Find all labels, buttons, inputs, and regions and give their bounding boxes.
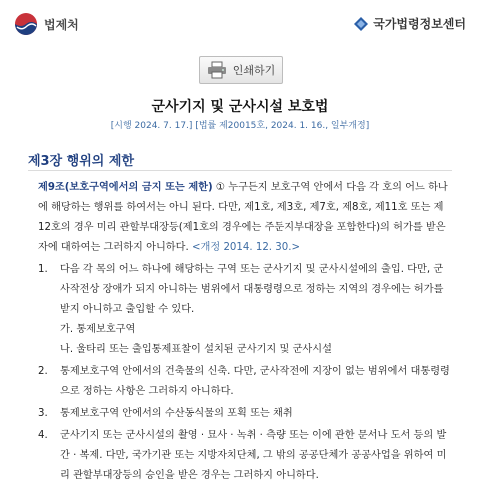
printer-icon (207, 61, 227, 79)
law-title: 군사기지 및 군사시설 보호법 (151, 99, 329, 115)
law-center-brand: 국가법령정보센터 (373, 17, 466, 31)
item-text: 통제보호구역 안에서의 수산동식물의 포획 또는 채취 (60, 408, 293, 419)
item-number: 4. (38, 430, 48, 441)
chapter-title: 제3장 행위의 제한 (28, 154, 135, 169)
article-body (38, 178, 452, 486)
list-item (38, 426, 452, 486)
law-number: [법률 제20015호, 2024. 1. 16., 일부개정] (195, 121, 370, 131)
sub-item: 가. 통제보호구역 (60, 324, 136, 335)
item-text: 통제보호구역 안에서의 건축물의 신축. 다만, 군사작전에 지장이 없는 범위에서 대통령령으로 정하는 사항은 그러하지 아니하다. (60, 366, 450, 397)
divider (28, 170, 452, 171)
item-number: 3. (38, 408, 48, 419)
enforcement-date: [시행 2024. 7. 17.] (110, 121, 193, 131)
article-paragraph (38, 178, 452, 258)
item-number: 2. (38, 366, 48, 377)
list-item (38, 362, 452, 402)
article-heading: 제9조(보호구역에서의 금지 또는 제한) (38, 182, 213, 193)
list-item (38, 404, 452, 424)
moleg-logo[interactable] (14, 12, 79, 36)
list-item (38, 260, 452, 360)
moleg-brand: 법제처 (44, 17, 79, 32)
print-button[interactable] (199, 56, 283, 84)
amendment-link[interactable]: <개정 2014. 12. 30.> (191, 242, 301, 253)
law-meta (0, 118, 480, 131)
item-text: 군사기지 또는 군사시설의 촬영 · 묘사 · 녹취 · 측량 또는 이에 관한 문서나 도서 등의 발간 · 복제. 다만, 국가기관 또는 지방자치단체, 그 밖의 공공단체가 공공사업을 위하여 미리 관할부대장등의 승인을 받은 경우는 그러하지 아니하다. (60, 430, 447, 481)
print-label: 인쇄하기 (232, 64, 276, 77)
diamond-logo-icon (354, 17, 368, 31)
item-text: 다음 각 목의 어느 하나에 해당하는 구역 또는 군사기지 및 군사시설에의 출입. 다만, 군사작전상 장애가 되지 아니하는 범위에서 대통령령으로 정하는 지역의 경우에는 허가를 받지 아니하고 출입할 수 있다. (60, 264, 444, 315)
law-center-logo[interactable] (354, 15, 466, 32)
government-emblem-icon (14, 12, 38, 36)
paragraph-text: ① 누구든지 보호구역 안에서 다음 각 호의 어느 하나에 해당하는 행위를 하여서는 아니 된다. 다만, 제1호, 제3호, 제7호, 제8호, 제11호 또는 제12호의 경우 미리 관할부대장등(제1호의 경우에는 주둔지부대장을 포함한다)의 허가를 받은 자에 대하여는 그러하지 아니하다. (38, 182, 448, 253)
site-header (0, 0, 480, 48)
sub-item: 나. 울타리 또는 출입통제표찰이 설치된 군사기지 및 군사시설 (60, 344, 332, 355)
item-number: 1. (38, 264, 48, 275)
